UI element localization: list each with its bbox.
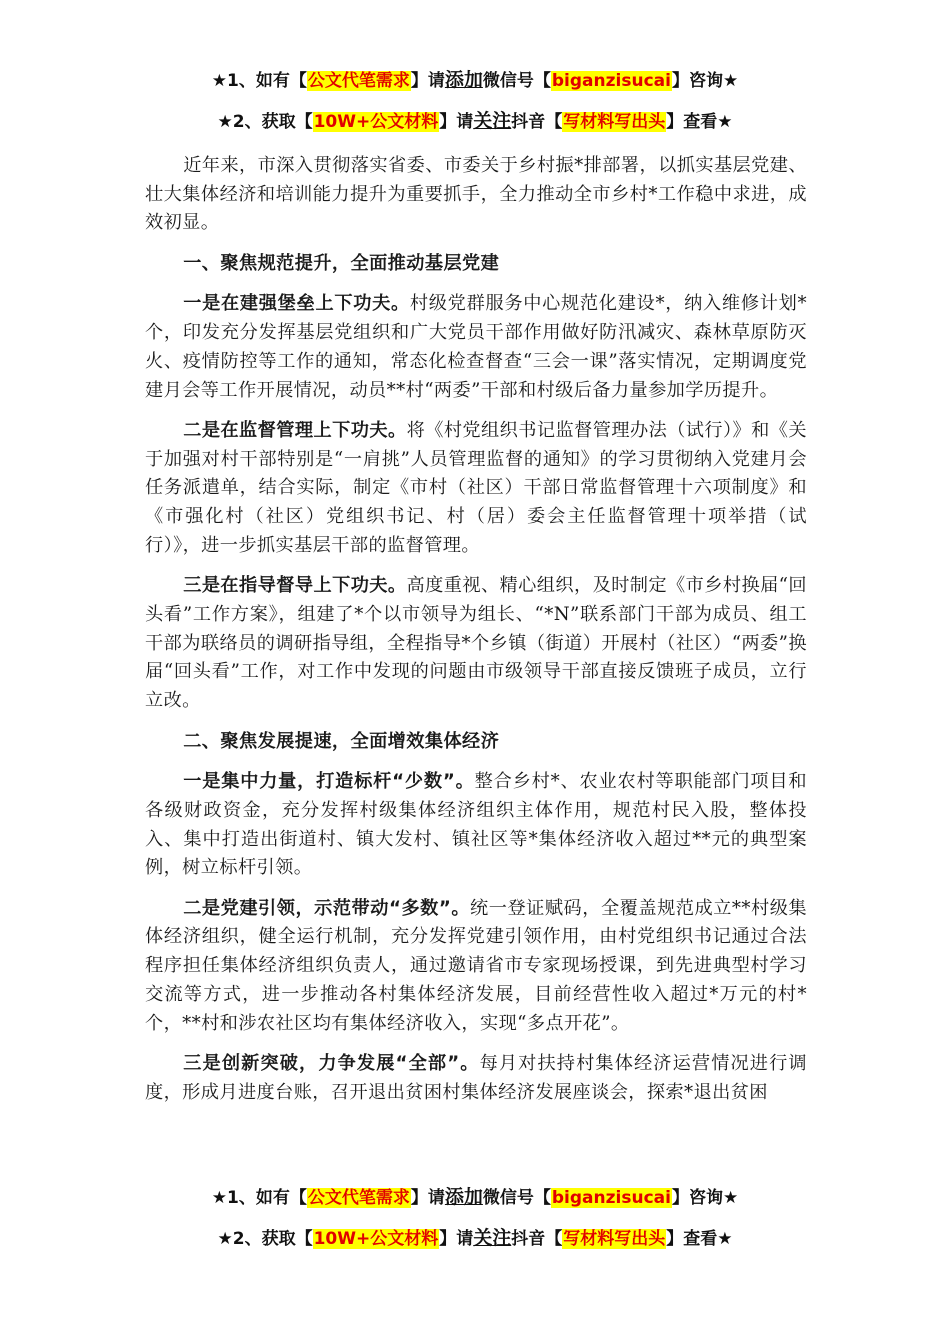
underlined-text: 关注 xyxy=(473,1227,512,1249)
wechat-id-highlight: biganzisucai xyxy=(551,1188,671,1208)
highlight-text: 10W+公文材料 xyxy=(313,1229,439,1249)
underlined-text: 关注 xyxy=(473,110,512,132)
paragraph: 二是在监督管理上下功夫。将《村党组织书记监督管理办法（试行）》和《关于加强对村干部特别是“一肩挑”人员管理监督的通知》的学习贯彻纳入党建月会任务派遣单，结合实际，制定《市村（社区）干部日常监督管理十六项制度》和《市强化村（社区）党组织书记、村（居）委会主任监督管理十项举措（试行）》，进一步抓实基层干部的监督管理。 xyxy=(145,420,807,556)
paragraph: 一是在建强堡垒上下功夫。村级党群服务中心规范化建设*，纳入维修计划*个，印发充分发挥基层党组织和广大党员干部作用做好防汛减灾、森林草原防灭火、疫情防控等工作的通知，常态化检查督查“三会一课”落实情况，定期调度党建月会等工作开展情况，动员**村“两委”干部和村级后备力量参加学历提升。 xyxy=(145,293,807,401)
promo-banner-bottom-line1: ★1、如有【公文代笔需求】请添加微信号【biganzisucai】咨询★ xyxy=(211,1186,739,1208)
promo-banner-top-line2: ★2、获取【10W+公文材料】请关注抖音【写材料写出头】查看★ xyxy=(217,110,733,132)
highlight-text: 公文代笔需求 xyxy=(307,1188,410,1208)
highlight-text: 公文代笔需求 xyxy=(307,71,410,91)
document-body xyxy=(145,152,807,1119)
underlined-text: 添加 xyxy=(444,69,483,91)
paragraph: 二是党建引领，示范带动“多数”。统一登证赋码，全覆盖规范成立**村级集体经济组织，健全运行机制，充分发挥党建引领作用，由村党组织书记通过合法程序担任集体经济组织负责人，通过邀请省市专家现场授课，到先进典型村学习交流等方式，进一步推动各村集体经济发展，目前经营性收入超过*万元的村*个，**村和涉农社区均有集体经济收入，实现“多点开花”。 xyxy=(145,897,807,1034)
paragraph: 一是集中力量，打造标杆“少数”。整合乡村*、农业农村等职能部门项目和各级财政资金，充分发挥村级集体经济组织主体作用，规范村民入股，整体投入、集中打造出街道村、镇大发村、镇社区等*集体经济收入超过**元的典型案例，树立标杆引领。 xyxy=(145,771,808,879)
wechat-id-highlight: biganzisucai xyxy=(551,71,671,91)
paragraph: 三是在指导督导上下功夫。高度重视、精心组织，及时制定《市乡村换届“回头看”工作方案》，组建了*个以市领导为组长、“*N”联系部门干部为成员、组工干部为联络员的调研指导组，全程指导*个乡镇（街道）开展村（社区）“两委”换届“回头看”工作，对工作中发现的问题由市级领导干部直接反馈班子成员，立行立改。 xyxy=(145,575,807,712)
intro-paragraph: 近年来，市深入贯彻落实省委、市委关于乡村振*排部署，以抓实基层党建、壮大集体经济和培训能力提升为重要抓手，全力推动全市乡村*工作稳中求进，成效初显。 xyxy=(145,155,807,234)
section-heading-2: 二、聚焦发展提速，全面增效集体经济 xyxy=(183,730,500,752)
promo-banner-top-line1: ★1、如有【公文代笔需求】请添加微信号【biganzisucai】咨询★ xyxy=(211,69,739,91)
section-heading-1: 一、聚焦规范提升，全面推动基层党建 xyxy=(183,252,500,274)
underlined-text: 添加 xyxy=(444,1186,483,1208)
paragraph: 三是创新突破，力争发展“全部”。每月对扶持村集体经济运营情况进行调度，形成月进度台账，召开退出贫困村集体经济发展座谈会，探索*退出贫困 xyxy=(145,1053,807,1103)
highlight-text: 10W+公文材料 xyxy=(313,112,439,132)
promo-banner-bottom-line2: ★2、获取【10W+公文材料】请关注抖音【写材料写出头】查看★ xyxy=(217,1227,733,1249)
douyin-highlight: 写材料写出头 xyxy=(563,112,666,132)
douyin-highlight: 写材料写出头 xyxy=(563,1229,666,1249)
